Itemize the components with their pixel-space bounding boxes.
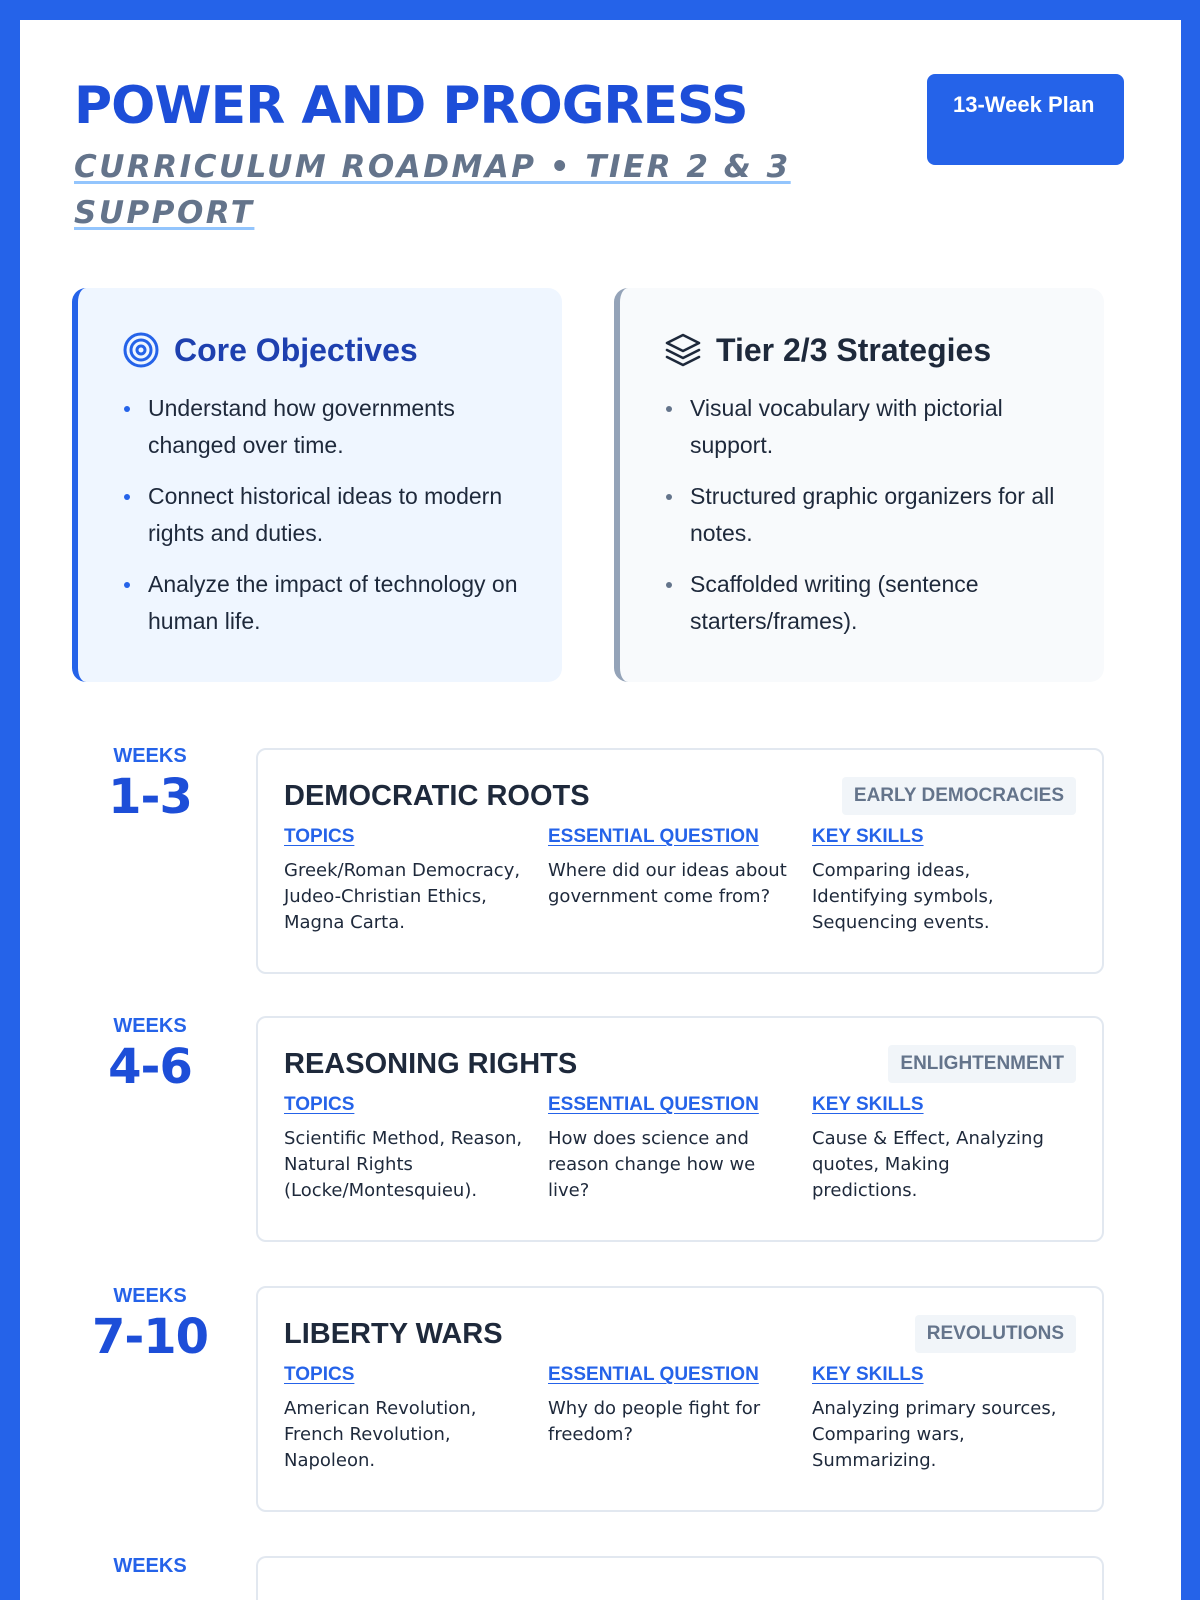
skills-label: KEY SKILLS <box>812 1364 924 1385</box>
topics-column <box>284 1092 548 1204</box>
list-item: Structured graphic organizers for all notes. <box>664 478 1068 552</box>
question-column <box>548 1092 812 1204</box>
unit-card <box>256 1556 1104 1600</box>
skills-column <box>812 1362 1076 1474</box>
weeks-caption: WEEKS <box>113 1285 187 1307</box>
skills-text: Cause & Effect, Analyzing quotes, Making predictions. <box>812 1128 1044 1201</box>
topics-text: Greek/Roman Democracy, Judeo-Christian Ethics, Magna Carta. <box>284 860 521 933</box>
list-item: Connect historical ideas to modern rights and duties. <box>122 478 526 552</box>
skills-text: Analyzing primary sources, Comparing wars, Summarizing. <box>812 1398 1057 1471</box>
skills-label: KEY SKILLS <box>812 826 924 847</box>
target-icon <box>122 331 160 369</box>
weeks-caption: WEEKS <box>113 745 187 767</box>
unit-tag: EARLY DEMOCRACIES <box>842 777 1076 815</box>
topics-column <box>284 1362 548 1474</box>
unit-card <box>256 1286 1104 1512</box>
topics-label: TOPICS <box>284 826 355 847</box>
topics-text: Scientific Method, Reason, Natural Rights (Locke/Montesquieu). <box>284 1128 523 1201</box>
topics-column <box>284 824 548 936</box>
tier-strategies-card <box>614 288 1104 682</box>
weeks-label <box>70 744 230 826</box>
skills-label: KEY SKILLS <box>812 1094 924 1115</box>
question-label: ESSENTIAL QUESTION <box>548 1364 759 1385</box>
tier-strategies-list <box>664 390 1068 640</box>
weeks-range: 7-10 <box>91 1309 209 1365</box>
list-item: Scaffolded writing (sentence starters/frames). <box>664 566 1068 640</box>
page-subtitle: CURRICULUM ROADMAP • TIER 2 & 3 SUPPORT <box>74 149 791 231</box>
weeks-label <box>70 1554 230 1578</box>
weeks-range: 4-6 <box>108 1039 192 1095</box>
list-item: Understand how governments changed over time. <box>122 390 526 464</box>
weeks-caption: WEEKS <box>113 1555 187 1577</box>
question-column <box>548 1362 812 1474</box>
unit-tag: REVOLUTIONS <box>915 1315 1076 1353</box>
duration-badge: 13-Week Plan <box>927 74 1124 165</box>
unit-card <box>256 748 1104 974</box>
skills-column <box>812 1092 1076 1204</box>
question-text: How does science and reason change how we live? <box>548 1128 756 1201</box>
question-label: ESSENTIAL QUESTION <box>548 1094 759 1115</box>
question-text: Where did our ideas about government come from? <box>548 860 787 907</box>
layers-icon <box>664 331 702 369</box>
unit-title: DEMOCRATIC ROOTS <box>284 779 590 812</box>
weeks-range: 1-3 <box>108 769 192 825</box>
topics-label: TOPICS <box>284 1094 355 1115</box>
weeks-label <box>70 1014 230 1096</box>
question-label: ESSENTIAL QUESTION <box>548 826 759 847</box>
weeks-label <box>70 1284 230 1366</box>
topics-label: TOPICS <box>284 1364 355 1385</box>
topics-text: American Revolution, French Revolution, Napoleon. <box>284 1398 477 1471</box>
unit-tag: ENLIGHTENMENT <box>888 1045 1076 1083</box>
question-text: Why do people fight for freedom? <box>548 1398 761 1445</box>
unit-card <box>256 1016 1104 1242</box>
core-objectives-card <box>72 288 562 682</box>
unit-title: LIBERTY WARS <box>284 1317 503 1350</box>
unit-title: REASONING RIGHTS <box>284 1047 578 1080</box>
core-objectives-list <box>122 390 526 640</box>
tier-strategies-title: Tier 2/3 Strategies <box>716 331 992 368</box>
core-objectives-title: Core Objectives <box>174 331 418 368</box>
list-item: Analyze the impact of technology on human life. <box>122 566 526 640</box>
weeks-caption: WEEKS <box>113 1015 187 1037</box>
roadmap-sheet <box>20 20 1181 1600</box>
question-column <box>548 824 812 936</box>
page-title: POWER AND PROGRESS <box>74 76 748 136</box>
skills-text: Comparing ideas, Identifying symbols, Sequencing events. <box>812 860 994 933</box>
list-item: Visual vocabulary with pictorial support. <box>664 390 1068 464</box>
skills-column <box>812 824 1076 936</box>
